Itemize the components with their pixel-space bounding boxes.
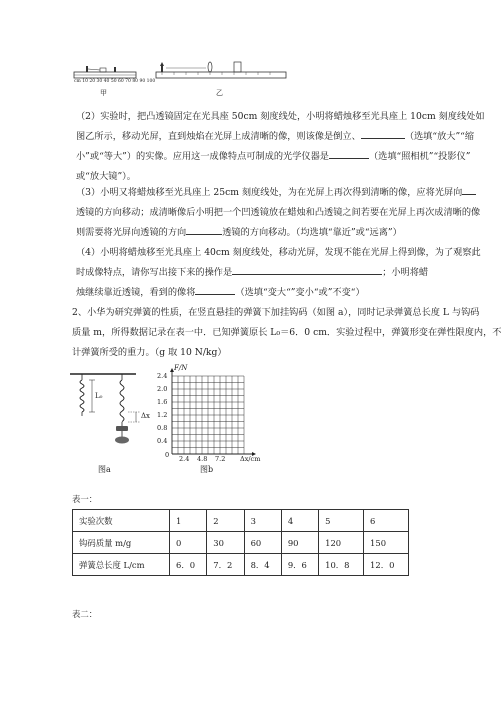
q2-line-4: 或“放大镜”）。 (76, 171, 136, 182)
table-cell: 12．0 (364, 554, 409, 576)
y-tick-2: 2.0 (157, 385, 168, 393)
table-cell: 7．2 (207, 554, 244, 576)
table-1-title: 表一： (72, 494, 98, 504)
q3-blank-2[interactable] (186, 223, 222, 235)
q3-blank-1[interactable] (462, 183, 476, 195)
figure-label-jia: 甲 (100, 89, 107, 97)
table-cell: 实验次数 (73, 510, 170, 532)
table-cell: 1 (170, 510, 207, 532)
table-cell: 60 (244, 532, 281, 554)
q4-blank-1[interactable] (232, 263, 382, 275)
q3-line-2: 透镜的方向移动；成清晰像后小明把一个凹透镜放在蜡烛和凸透镜之间若要在光屏上再次成清晰的像 (76, 207, 481, 218)
y-tick-4: 1.2 (157, 411, 168, 419)
q4-line-1: （4）小明将蜡烛移至光具座上 40cm 刻度线处，移动光屏，发现不能在光屏上得到像，为了观察此 (76, 247, 481, 258)
bench-scale-labels: cm 10 20 30 40 50 60 70 80 90 100 (74, 79, 156, 84)
table-cell: 8．4 (244, 554, 281, 576)
table-cell: 弹簧总长度 L/cm (73, 554, 170, 576)
table-cell: 0 (170, 532, 207, 554)
table-cell: 6．0 (170, 554, 207, 576)
y-tick-3: 1.6 (157, 398, 168, 406)
q2-line-2 (76, 127, 475, 147)
q2-line-3 (76, 147, 471, 167)
y-tick-6: 0.4 (157, 437, 168, 445)
problem-2 (72, 303, 502, 363)
q3-line-1-text: （3）小明又将蜡烛移至光具座上 25cm 刻度线处，为在光屏上再次得到清晰的像，应将光屏向 (76, 187, 463, 198)
q4-line-2-text-a: 时成像特点，请你写出接下来的操作是 (76, 267, 233, 278)
q2-line-3-text-a: 小”或“等大”）的实像。应用这一成像特点可制成的光学仪器是 (76, 151, 329, 162)
table-cell: 钩码质量 m/g (73, 532, 170, 554)
table-cell: 150 (364, 532, 409, 554)
figure-a (68, 368, 158, 478)
figure-a-caption: 图a (98, 465, 111, 474)
question-2 (76, 107, 485, 187)
q3-line-3 (76, 223, 426, 243)
p2-line-1: 2、小华为研究弹簧的性质，在竖直悬挂的弹簧下加挂钩码（如图 a），同时记录弹簧总长度 L 与钩码 (72, 307, 480, 318)
q2-line-3-text-b: （选填“照相机”“投影仪” (368, 151, 471, 162)
table-cell: 90 (281, 532, 318, 554)
q4-line-3 (76, 283, 426, 303)
origin-label: 0 (165, 451, 170, 459)
p2-line-3: 计弹簧所受的重力。（g 取 10 N/kg） (72, 347, 227, 358)
figure-b (152, 366, 282, 478)
table-cell: 2 (207, 510, 244, 532)
q2-line-2-text-a: 图乙所示，移动光屏，直到烛焰在光屏上成清晰的像，则该像是倒立、 (76, 131, 361, 142)
y-tick-1: 2.4 (157, 372, 168, 380)
q4-line-3-text-b: （选填“变大“”变小“或”不变“） (235, 287, 365, 298)
table-cell: 6 (364, 510, 409, 532)
table-1 (72, 509, 409, 576)
table-cell: 9．6 (281, 554, 318, 576)
p2-line-2: 质量 m，所得数据记录在表一中．已知弹簧原长 L₀＝6．0 cm．实验过程中，弹簧形变在弹性限度内，不 (72, 327, 502, 338)
q2-line-1: （2）实验时，把凸透镜固定在光具座 50cm 刻度线处，小明将蜡烛移至光具座上 10cm 刻度线处如 (76, 111, 485, 122)
table-cell: 10．8 (319, 554, 364, 576)
q4-line-3-text-a: 烛继续靠近透镜，看到的像将 (76, 287, 196, 298)
q3-line-3-text-a: 则需要将光屏向透镜的方向 (76, 227, 187, 238)
table-cell: 120 (319, 532, 364, 554)
label-l0: L₀ (95, 392, 103, 400)
table-row (73, 554, 409, 576)
q2-blank-2[interactable] (329, 147, 369, 159)
q3-line-1 (76, 183, 463, 203)
table-row (73, 510, 409, 532)
fx-grid (152, 366, 282, 466)
q2-line-2-text-b: （选填“放大”“缩 (404, 131, 475, 142)
question-4 (76, 243, 481, 303)
table-cell: 30 (207, 532, 244, 554)
table-cell: 3 (244, 510, 281, 532)
q4-line-2-text-b: ；小明将蜡 (382, 267, 429, 278)
label-delta-x: Δx (141, 412, 151, 420)
q2-blank-1[interactable] (361, 127, 405, 139)
q3-line-3-text-b: 透镜的方向移动。（均选填“靠近”或“远离”） (222, 227, 402, 238)
figure-b-caption: 图b (200, 465, 214, 474)
table-2-title: 表二： (72, 609, 98, 619)
q4-blank-2[interactable] (195, 283, 235, 295)
table-cell: 4 (281, 510, 318, 532)
table-cell: 5 (319, 510, 364, 532)
y-axis-label: F/N (174, 364, 188, 372)
x-tick-2: 4.8 (197, 455, 208, 463)
q4-line-2 (76, 263, 429, 283)
x-tick-3: 7.2 (215, 455, 226, 463)
question-3 (76, 183, 481, 243)
x-axis-label: Δx/cm (240, 455, 261, 463)
y-tick-5: 0.8 (157, 424, 168, 432)
figure-label-yi: 乙 (216, 89, 223, 97)
table-row (73, 532, 409, 554)
optical-bench-figure (70, 58, 290, 100)
x-tick-1: 2.4 (179, 455, 190, 463)
